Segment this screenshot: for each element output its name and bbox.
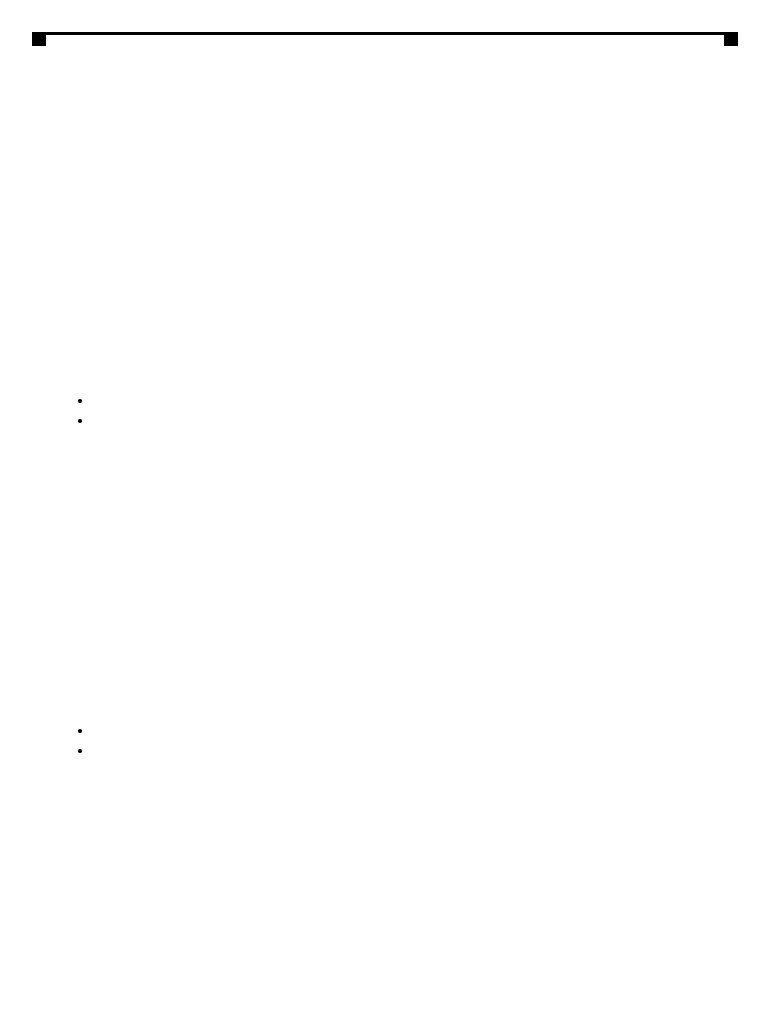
border-corner xyxy=(32,32,46,46)
border-corner xyxy=(724,32,738,46)
section-ironies xyxy=(47,848,719,863)
list-item xyxy=(93,410,719,430)
page-title xyxy=(47,48,719,82)
bullet-list xyxy=(47,390,719,430)
section-tema xyxy=(47,288,719,303)
list-item xyxy=(93,720,719,740)
section-teenstelling xyxy=(47,705,719,760)
section-stemming xyxy=(47,935,719,950)
section-metafoor xyxy=(47,497,719,512)
list-item xyxy=(93,740,719,760)
section-opsomming xyxy=(47,201,719,216)
left-border-decoration xyxy=(32,32,46,1024)
section-titel xyxy=(47,375,719,430)
bullet-list xyxy=(47,720,719,760)
list-item xyxy=(93,390,719,410)
document-page xyxy=(47,48,719,82)
section-agtergrond xyxy=(47,134,719,149)
right-border-decoration xyxy=(722,32,736,1024)
top-border-decoration xyxy=(32,32,738,46)
